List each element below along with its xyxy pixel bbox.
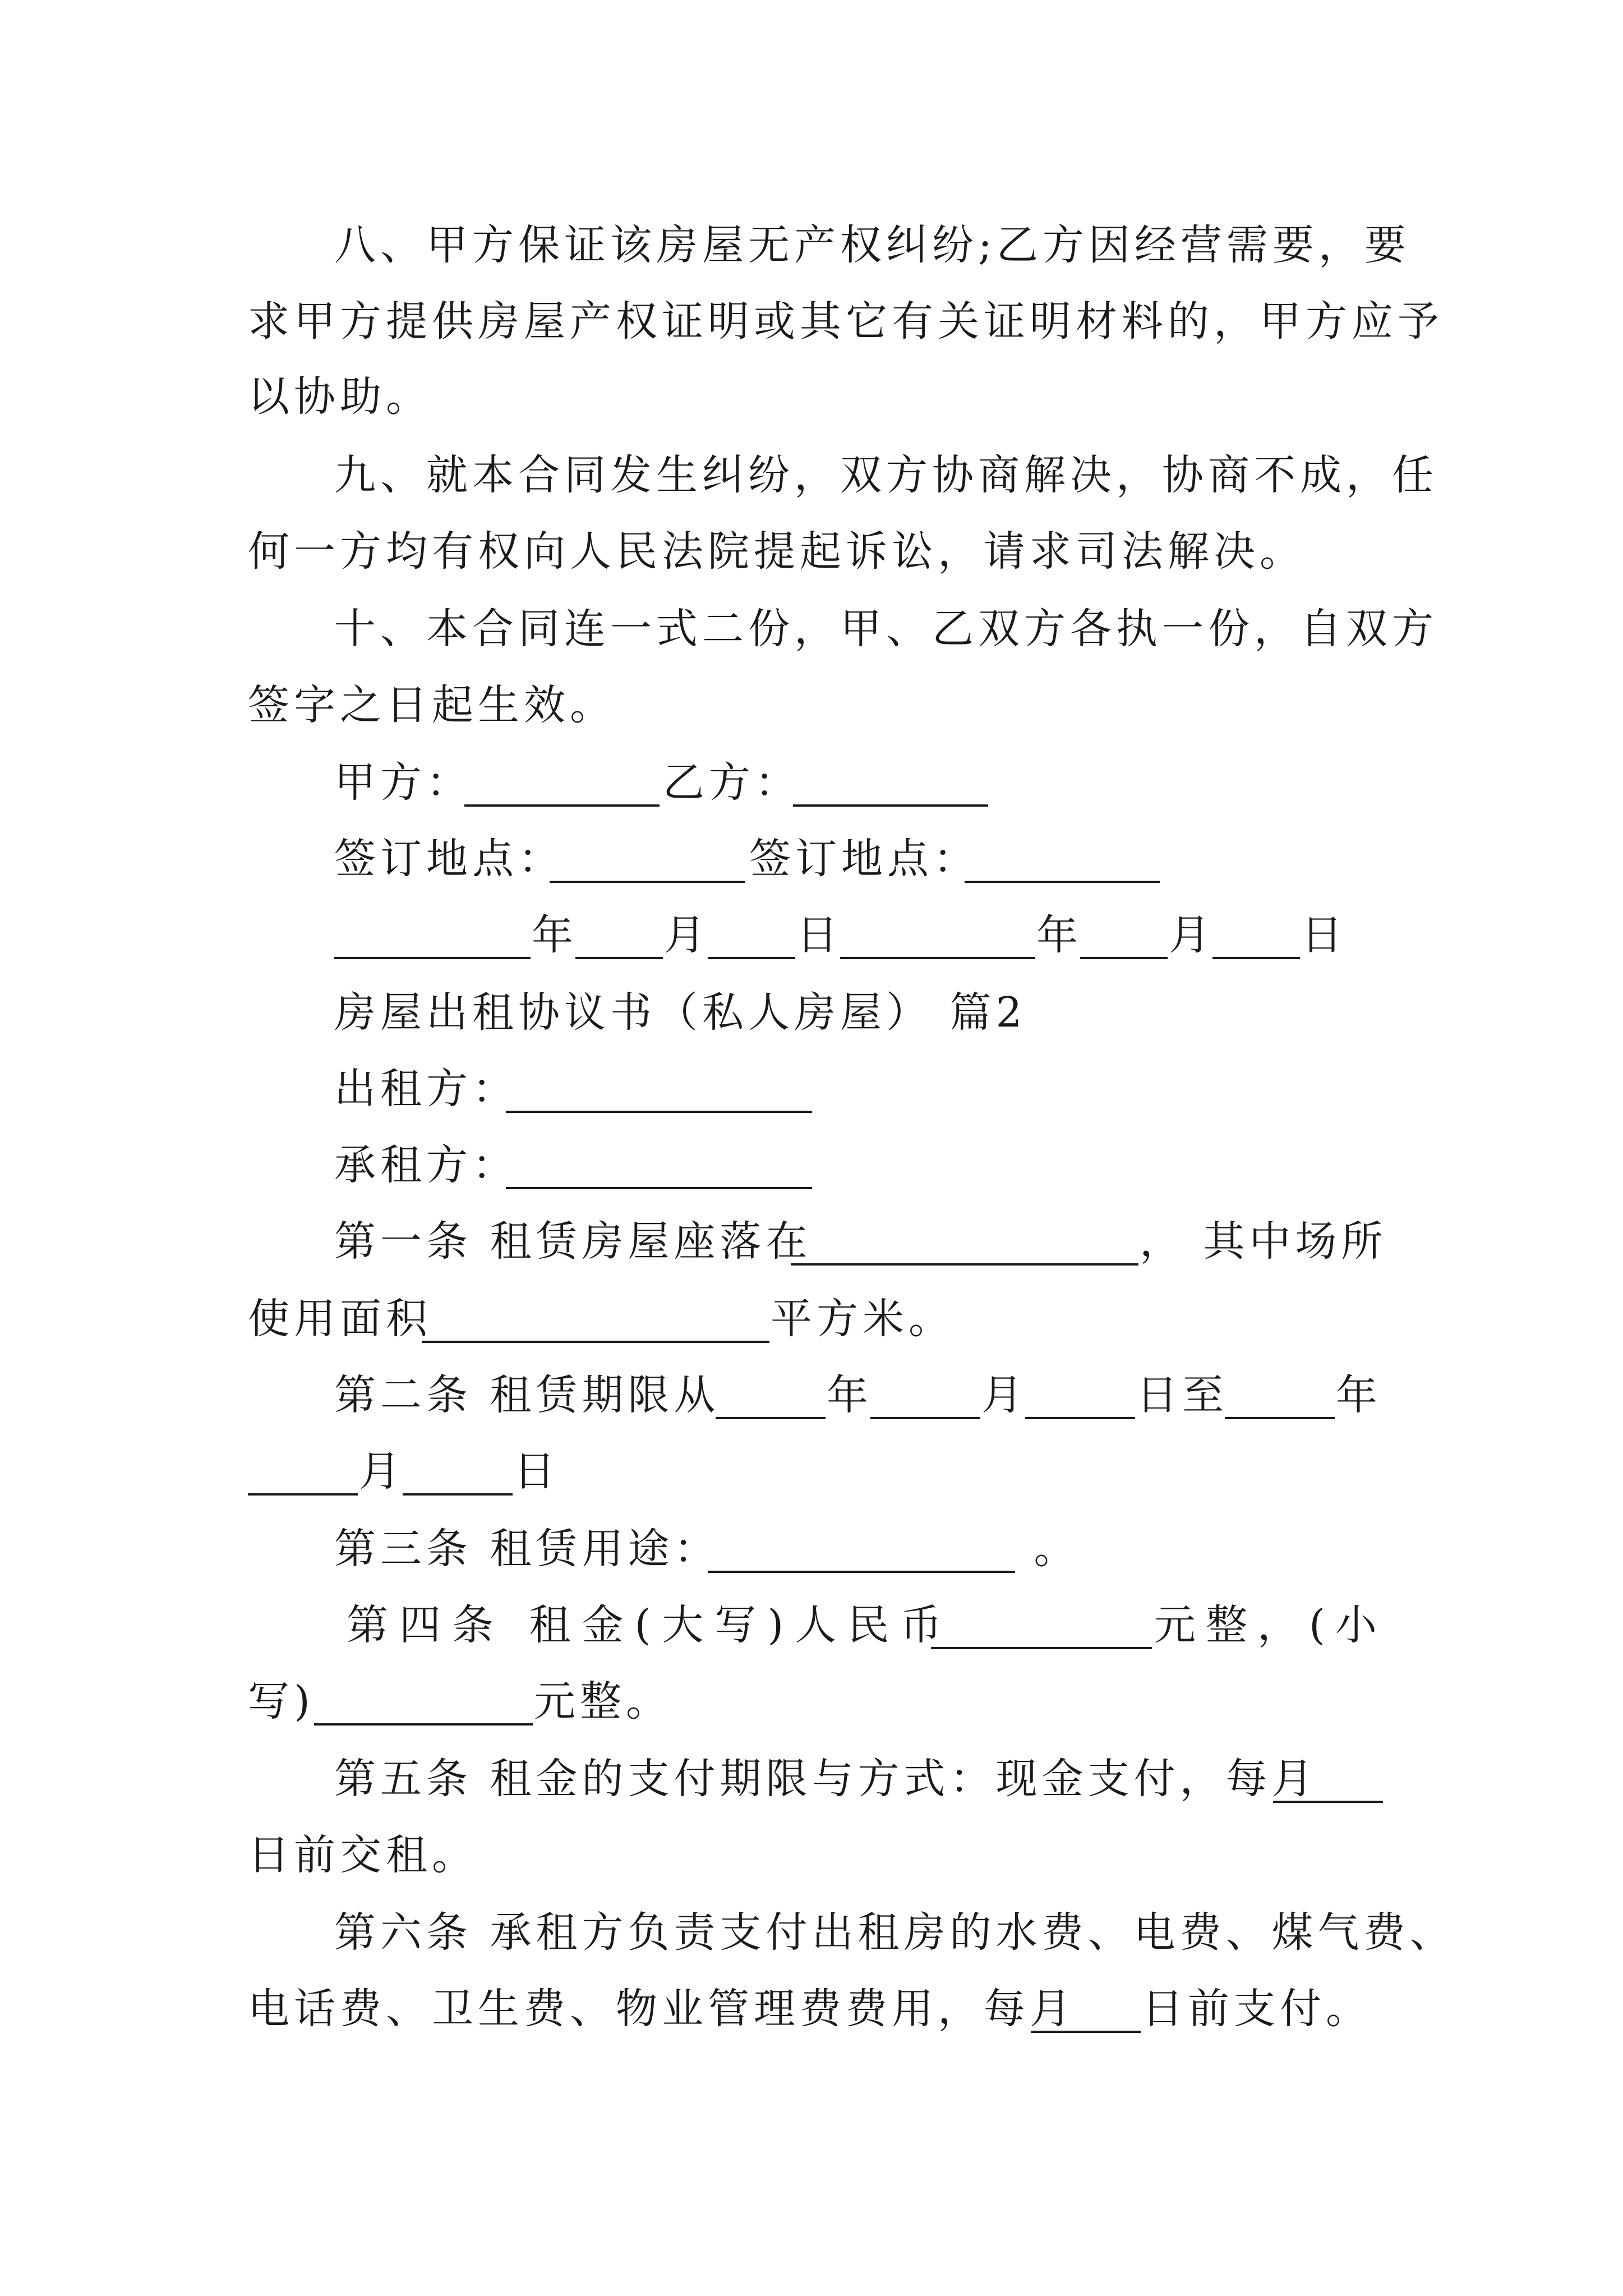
article-2-line-2 bbox=[0, 1441, 1623, 1502]
text: 第三条 租赁用途： bbox=[334, 1525, 720, 1573]
text: 九、就本合同发生纠纷，双方协商解决，协商不成，任 bbox=[334, 451, 1438, 499]
lessor-line bbox=[0, 1058, 1623, 1120]
lessee-blank bbox=[506, 1140, 812, 1189]
text: 电话费、卫生费、物业管理费费用，每月 bbox=[248, 1985, 1076, 2033]
rent-uppercase-blank bbox=[931, 1600, 1152, 1649]
end-month-blank bbox=[248, 1446, 358, 1496]
section-heading bbox=[0, 982, 1623, 1043]
text: 元整，(小 bbox=[1154, 1601, 1387, 1649]
party-b-label: 乙方： bbox=[663, 758, 801, 807]
signing-place-line bbox=[0, 828, 1623, 890]
month-label: 月 bbox=[981, 1371, 1027, 1419]
year-label: 年 bbox=[1036, 911, 1082, 959]
text: 第六条 承租方负责支付出租房的水费、电费、煤气费、 bbox=[334, 1908, 1456, 1957]
date-b-day-blank bbox=[1212, 910, 1300, 959]
article-2-line-1 bbox=[0, 1364, 1623, 1426]
signing-place-b-label: 签订地点： bbox=[749, 835, 979, 883]
clause-9-line-2 bbox=[0, 521, 1623, 582]
text: 元整。 bbox=[534, 1677, 672, 1726]
start-year-blank bbox=[716, 1370, 826, 1419]
article-6-line-2 bbox=[0, 1978, 1623, 2040]
month-label: 月 bbox=[359, 1447, 405, 1496]
clause-8-line-1 bbox=[0, 214, 1623, 276]
signature-party-line bbox=[0, 752, 1623, 813]
article-6-line-1 bbox=[0, 1902, 1623, 1963]
text: 日前交租。 bbox=[248, 1831, 478, 1879]
location-blank bbox=[791, 1216, 1138, 1266]
year-label: 年 bbox=[1336, 1371, 1382, 1419]
clause-8-line-2 bbox=[0, 291, 1623, 352]
year-label: 年 bbox=[532, 911, 578, 959]
date-a-day-blank bbox=[708, 910, 795, 959]
clause-9-line-1 bbox=[0, 444, 1623, 506]
article-4-line-1 bbox=[0, 1594, 1623, 1656]
text: 平方米。 bbox=[771, 1295, 955, 1343]
lessee-label: 承租方： bbox=[334, 1141, 518, 1189]
year-label: 年 bbox=[827, 1371, 873, 1419]
article-4-line-2 bbox=[0, 1671, 1623, 1732]
text: ， 其中场所 bbox=[1140, 1217, 1387, 1266]
signing-place-b-blank bbox=[965, 834, 1160, 883]
lessor-label: 出租方： bbox=[334, 1065, 518, 1113]
text: 十、本合同连一式二份，甲、乙双方各执一份，自双方 bbox=[334, 605, 1438, 653]
article-3-line bbox=[0, 1518, 1623, 1580]
clause-10-line-1 bbox=[0, 598, 1623, 660]
party-b-blank bbox=[793, 757, 988, 807]
text: 日至 bbox=[1136, 1371, 1228, 1419]
day-label: 日 bbox=[514, 1447, 560, 1496]
rent-day-blank bbox=[1273, 1754, 1383, 1803]
signing-date-line bbox=[0, 904, 1623, 966]
date-b-month-blank bbox=[1080, 910, 1168, 959]
text: 第四条 租金(大写)人民币 bbox=[347, 1601, 953, 1649]
start-month-blank bbox=[870, 1370, 980, 1419]
start-day-blank bbox=[1025, 1370, 1135, 1419]
party-a-blank bbox=[464, 757, 660, 807]
fee-day-blank bbox=[1031, 1984, 1141, 2033]
party-a-label: 甲方： bbox=[334, 758, 472, 807]
date-a-month-blank bbox=[575, 910, 663, 959]
article-1-line-2 bbox=[0, 1288, 1623, 1350]
day-label: 日 bbox=[1301, 911, 1347, 959]
text: 。 bbox=[1016, 1525, 1080, 1573]
day-label: 日 bbox=[796, 911, 842, 959]
article-5-line-2 bbox=[0, 1824, 1623, 1886]
signing-place-a-blank bbox=[550, 834, 745, 883]
clause-8-line-3 bbox=[0, 366, 1623, 427]
text: 日前支付。 bbox=[1142, 1985, 1372, 2033]
text: 第五条 租金的支付期限与方式：现金支付，每月 bbox=[334, 1755, 1318, 1803]
text: 八、甲方保证该房屋无产权纠纷;乙方因经营需要，要 bbox=[334, 221, 1410, 269]
area-blank bbox=[422, 1294, 769, 1343]
clause-10-line-2 bbox=[0, 674, 1623, 736]
lessee-line bbox=[0, 1134, 1623, 1196]
text: 签字之日起生效。 bbox=[248, 681, 616, 729]
date-b-year-blank bbox=[840, 910, 1035, 959]
text: 使用面积 bbox=[248, 1295, 432, 1343]
end-day-blank bbox=[403, 1446, 513, 1496]
text: 何一方均有权向人民法院提起诉讼，请求司法解决。 bbox=[248, 527, 1306, 576]
date-a-year-blank bbox=[334, 910, 531, 959]
text: 第二条 租赁期限从 bbox=[334, 1371, 720, 1419]
purpose-blank bbox=[708, 1524, 1015, 1573]
article-1-line-1 bbox=[0, 1211, 1623, 1272]
article-5-line-1 bbox=[0, 1748, 1623, 1810]
end-year-blank bbox=[1225, 1370, 1335, 1419]
text: 以协助。 bbox=[248, 372, 432, 421]
text: 写) bbox=[248, 1677, 315, 1726]
heading-text: 房屋出租协议书（私人房屋） 篇2 bbox=[334, 988, 1027, 1037]
signing-place-a-label: 签订地点： bbox=[334, 835, 564, 883]
text: 第一条 租赁房屋座落在 bbox=[334, 1217, 812, 1266]
rent-lowercase-blank bbox=[314, 1676, 533, 1726]
text: 求甲方提供房屋产权证明或其它有关证明材料的，甲方应予 bbox=[248, 297, 1444, 346]
month-label: 月 bbox=[664, 911, 710, 959]
lessor-blank bbox=[506, 1064, 812, 1113]
month-label: 月 bbox=[1169, 911, 1215, 959]
